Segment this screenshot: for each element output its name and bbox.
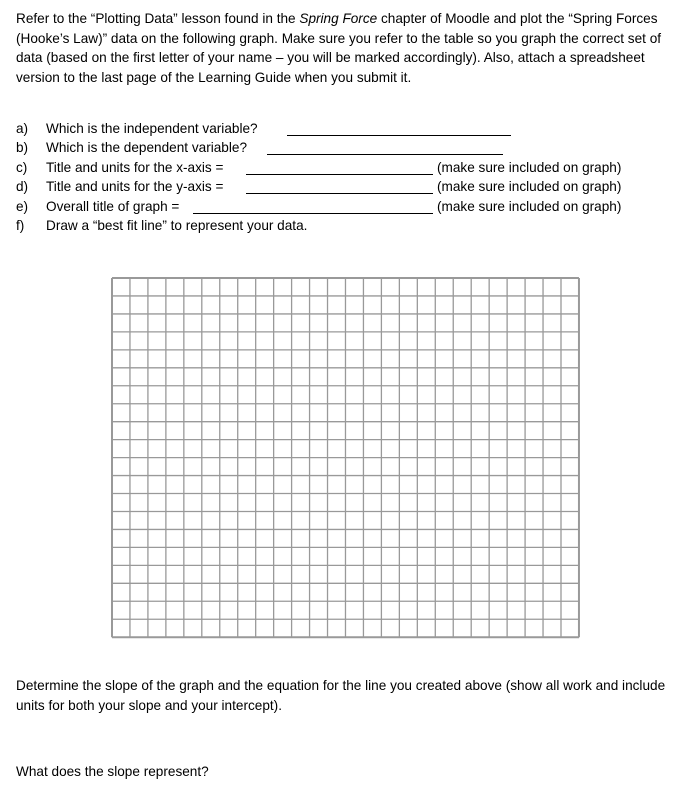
question-text: Draw a “best fit line” to represent your data. xyxy=(46,218,308,233)
slope-prompt: Determine the slope of the graph and the equation for the line you created above (show all work and include units for both your slope and your intercept). xyxy=(16,678,666,713)
question-letter: c) xyxy=(16,160,28,175)
graph-note: (make sure included on graph) xyxy=(437,160,622,175)
question-text: Title and units for the x-axis = xyxy=(46,160,224,175)
question-letter: a) xyxy=(16,121,29,136)
answer-line-a[interactable] xyxy=(287,135,511,136)
graph-paper-grid[interactable] xyxy=(111,277,581,639)
question-text: Title and units for the y-axis = xyxy=(46,179,224,194)
graph-note: (make sure included on graph) xyxy=(437,179,622,194)
instructions-paragraph xyxy=(16,9,676,87)
question-text: Which is the dependent variable? xyxy=(46,140,248,155)
graph-note: (make sure included on graph) xyxy=(437,199,622,214)
question-text: Which is the independent variable? xyxy=(46,121,258,136)
question-text: Overall title of graph = xyxy=(46,199,180,214)
chapter-name: Spring Force xyxy=(299,11,378,26)
intro-text-2: chapter of Moodle and plot the “Spring Forces (Hooke’s Law)” data on the following graph. Make sure you refer to the table so you graph the correct set of data (based on the first letter of your name – you will be marked accordingly). Also, attach a spreadsheet version to the last page of the Learning Guide when you submit it. xyxy=(16,11,662,85)
question-letter: e) xyxy=(16,199,29,214)
answer-line-c[interactable] xyxy=(246,174,433,175)
question-letter: f) xyxy=(16,218,25,233)
question-letter: b) xyxy=(16,140,29,155)
answer-line-d[interactable] xyxy=(246,193,433,194)
question-letter: d) xyxy=(16,179,29,194)
intro-text-1: Refer to the “Plotting Data” lesson found in the xyxy=(16,11,300,26)
answer-line-e[interactable] xyxy=(193,213,433,214)
answer-line-b[interactable] xyxy=(267,154,503,155)
slope-meaning-question: What does the slope represent? xyxy=(16,764,209,779)
